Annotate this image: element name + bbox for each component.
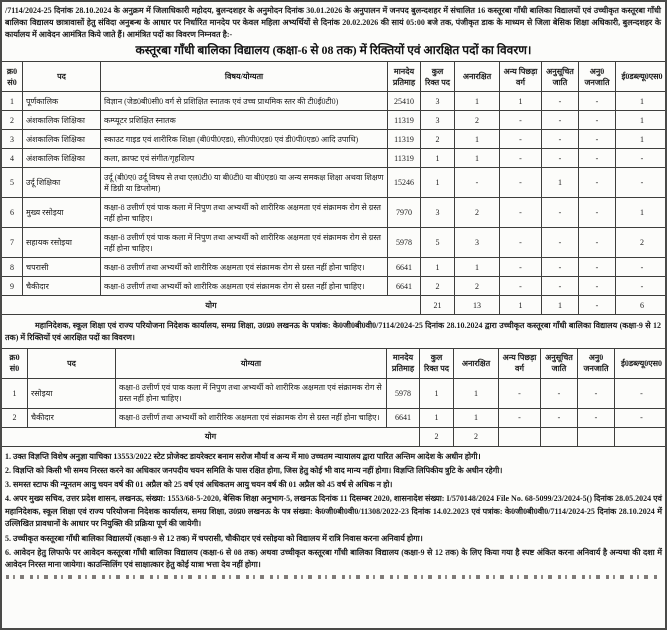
column-header: कुल रिक्त पद bbox=[420, 348, 454, 378]
table-cell: कक्षा-8 उत्तीर्ण तथा अभ्यर्थी को शारीरिक अक्षमता एवं संक्रामक रोग से ग्रस्त नहीं होना चाहिए। bbox=[101, 277, 388, 296]
table-cell: - bbox=[542, 277, 579, 296]
table-cell: 1 bbox=[454, 378, 499, 408]
column-header: अनुसूचित जाति bbox=[542, 62, 579, 92]
table-cell: - bbox=[542, 228, 579, 258]
table-cell: 2 bbox=[455, 198, 500, 228]
table-cell: 2 bbox=[421, 277, 455, 296]
table-cell: 1 bbox=[2, 92, 23, 111]
table-cell: 2 bbox=[2, 408, 28, 427]
table-cell: 6641 bbox=[388, 258, 421, 277]
table-cell: 11319 bbox=[388, 149, 421, 168]
table-cell: 8 bbox=[2, 258, 23, 277]
table-cell: - bbox=[579, 168, 616, 198]
column-header: कुल रिक्त पद bbox=[421, 62, 455, 92]
table-cell: - bbox=[616, 258, 667, 277]
table-cell: - bbox=[500, 277, 542, 296]
table-cell: सहायक रसोइया bbox=[23, 228, 101, 258]
table-cell: - bbox=[500, 168, 542, 198]
table-cell: कक्षा-8 उत्तीर्ण एवं पाक कला में निपुण तथा अभ्यर्थी को शारीरिक अक्षमता एवं संक्रामक रोग से ग्रस्त नहीं होना चाहिए। bbox=[116, 378, 387, 408]
table-cell: - bbox=[500, 258, 542, 277]
column-header: अनु0 जनजाति bbox=[579, 62, 616, 92]
column-header: क्र0 सं0 bbox=[2, 348, 28, 378]
table-cell: - bbox=[616, 277, 667, 296]
table-cell: 25410 bbox=[388, 92, 421, 111]
vacancy-table bbox=[1, 348, 667, 447]
table-cell: 3 bbox=[421, 92, 455, 111]
total-cell bbox=[578, 427, 615, 446]
table-cell: स्काउट गाइड एवं शारीरिक शिक्षा (बी0पी0एड0, सी0पी0एड0 एवं डी0पी0एड0 आदि उपाधि) bbox=[101, 130, 388, 149]
table-cell: - bbox=[542, 92, 579, 111]
table-cell: 4 bbox=[2, 149, 23, 168]
header-row bbox=[2, 348, 667, 378]
table-cell: 2 bbox=[421, 130, 455, 149]
header-row bbox=[2, 62, 667, 92]
table-cell: - bbox=[499, 378, 541, 408]
note-line: 4. अपर मुख्य सचिव, उत्तर प्रदेश शासन, लखनऊ, संख्या: 1553/68-5-2020, बेसिक शिक्षा अनुभाग-5, लखनऊ दिनांक 11 दिसम्बर 2020, शासनादेश संख्या: I/570148/2024 File No. 68-5099/23/2024-5() दिनांक 28.05.2024 एवं महानिदेशक, स्कूल शिक्षा एवं राज्य परियोजना निदेशक कार्यालय, समग्र शिक्षा, उ0प्र0 लखनऊ के पत्र संख्या: के0जी0बी0वी0/11308/2022-23 दिनांक 14.02.2023 एवं पत्रांक: के0जी0बी0वी0/7114/2024-25 दिनांक 28.10.2024 में उल्लिखित प्रावधानों के आधार पर नियुक्ति की प्रक्रिया पूर्ण की जायेगी। bbox=[5, 494, 662, 529]
table-cell: 2 bbox=[455, 111, 500, 130]
table-cell: - bbox=[579, 111, 616, 130]
column-header: ई0डब्ल्यू0एस0 bbox=[615, 348, 667, 378]
table-cell: 1 bbox=[455, 258, 500, 277]
table-cell: - bbox=[455, 168, 500, 198]
table-cell: 1 bbox=[542, 168, 579, 198]
table-cell: - bbox=[542, 130, 579, 149]
table-cell: - bbox=[616, 168, 667, 198]
table-cell: - bbox=[542, 149, 579, 168]
table-cell: चपरासी bbox=[23, 258, 101, 277]
table-cell: 6641 bbox=[387, 408, 420, 427]
note-line: 3. समस्त स्टाफ की न्यूनतम आयु चयन वर्ष की 01 अप्रैल को 25 वर्ष एवं अधिकतम आयु चयन वर्ष की 01 अप्रैल को 45 वर्ष से अधिक न हो। bbox=[5, 480, 393, 490]
total-row bbox=[2, 296, 667, 315]
column-header: अनु0 जनजाति bbox=[578, 348, 615, 378]
table-cell: - bbox=[615, 378, 667, 408]
table-cell: 5978 bbox=[387, 378, 420, 408]
table-row bbox=[2, 408, 667, 427]
table-row bbox=[2, 92, 667, 111]
table-cell: - bbox=[542, 111, 579, 130]
table-cell: चैकीदार bbox=[28, 408, 116, 427]
table-cell: - bbox=[542, 198, 579, 228]
note-line: 6. आवेदन हेतु लिफाफे पर आवेदन कस्तूरबा गाँधी बालिका विद्यालय (कक्षा-6 से 08 तक) अथवा उच्चीकृत कस्तूरबा गाँधी बालिका विद्यालय (कक्षा-9 से 12 तक) के लिए किया गया है स्पष्ट अंकित करना अनिवार्य है अन्यथा की दशा में आवेदन निरस्त माना जायेगा। काउन्सिलिंग एवं साक्षात्कार हेतु कोई यात्रा भत्ता देय नहीं होगा। bbox=[5, 547, 662, 570]
table-cell: - bbox=[542, 258, 579, 277]
table-cell: 5 bbox=[2, 168, 23, 198]
table-cell: उर्दू शिक्षिका bbox=[23, 168, 101, 198]
table-cell: अंशकालिक शिक्षिका bbox=[23, 130, 101, 149]
total-cell: 21 bbox=[421, 296, 455, 315]
table-cell: 3 bbox=[421, 198, 455, 228]
table-cell: 1 bbox=[616, 111, 667, 130]
table-cell: - bbox=[578, 408, 615, 427]
table-row bbox=[2, 277, 667, 296]
column-header: अन्य पिछड़ा वर्ग bbox=[500, 62, 542, 92]
table-cell: - bbox=[500, 149, 542, 168]
table-cell: - bbox=[579, 228, 616, 258]
table-cell: कला, क्राफ्ट एवं संगीत/गृहशिल्प bbox=[101, 149, 388, 168]
column-header: ई0डब्ल्यू0एस0 bbox=[616, 62, 667, 92]
column-header: मानदेय प्रतिमाह bbox=[387, 348, 420, 378]
column-header: पद bbox=[23, 62, 101, 92]
table-cell: 7 bbox=[2, 228, 23, 258]
total-cell: 1 bbox=[500, 296, 542, 315]
column-header: मानदेय प्रतिमाह bbox=[388, 62, 421, 92]
total-cell bbox=[541, 427, 578, 446]
table-cell: 6 bbox=[2, 198, 23, 228]
table-cell: - bbox=[500, 130, 542, 149]
table-cell: मुख्य रसोइया bbox=[23, 198, 101, 228]
table-cell: 1 bbox=[2, 378, 28, 408]
table-cell: - bbox=[541, 408, 578, 427]
table-cell: 1 bbox=[421, 149, 455, 168]
table-cell: 1 bbox=[455, 130, 500, 149]
table-cell: 2 bbox=[2, 111, 23, 130]
total-cell: - bbox=[579, 296, 616, 315]
table-cell: विज्ञान (जेड0बी0सी0 वर्ग से प्रशिक्षित स्नातक एवं उच्च प्राथमिक स्तर की टी0ई0टी0) bbox=[101, 92, 388, 111]
intro-paragraph: /7114/2024-25 दिनांक 28.10.2024 के अनुक्रम में जिलाधिकारी महोदय, बुलन्दशहर के अनुमोदन दिनांक 30.01.2026 के अनुपालन में जनपद बुलन्दशहर में संचालित 16 कस्तूरबा गाँधी बालिका विद्यालयों एवं उच्चीकृत कस्तूरबा गाँधी बालिका विद्यालय छात्रावासों हेतु संविदा अनुबन्ध के आधार पर निर्धारित मानदेय पर केवल महिला अभ्यर्थियों से दिनांक 20.02.2026 की सायं 05:00 बजे तक, पंजीकृत डाक के माध्यम से जिला बेसिक शिक्षा अधिकारी, बुलन्दशहर के कार्यालय में आवेदन आमंत्रित किये जाते हैं। आमंत्रित पदों का विवरण निम्नवत है:- bbox=[5, 6, 661, 39]
table-cell: 1 bbox=[454, 408, 499, 427]
table-row bbox=[2, 111, 667, 130]
table-cell: 1 bbox=[455, 92, 500, 111]
table-cell: - bbox=[500, 198, 542, 228]
table-cell: पूर्णकालिक bbox=[23, 92, 101, 111]
table-cell: - bbox=[500, 111, 542, 130]
table-cell: - bbox=[579, 130, 616, 149]
total-cell bbox=[499, 427, 541, 446]
table-cell: 1 bbox=[421, 258, 455, 277]
table-cell: कक्षा-8 उत्तीर्ण एवं पाक कला में निपुण तथा अभ्यर्थी को शारीरिक अक्षमता एवं संक्रामक रोग से ग्रस्त नहीं होना चाहिए। bbox=[101, 198, 388, 228]
table-cell: 5978 bbox=[388, 228, 421, 258]
table-cell: - bbox=[615, 408, 667, 427]
table-row bbox=[2, 198, 667, 228]
table-cell: - bbox=[500, 228, 542, 258]
table-cell: - bbox=[616, 149, 667, 168]
table-cell: - bbox=[579, 92, 616, 111]
table-cell: कक्षा-8 उत्तीर्ण तथा अभ्यर्थी को शारीरिक अक्षमता एवं संक्रामक रोग से ग्रस्त नहीं होना चाहिए। bbox=[101, 258, 388, 277]
table-cell: अंशकालिक शिक्षिका bbox=[23, 111, 101, 130]
table-cell: कक्षा-8 उत्तीर्ण एवं पाक कला में निपुण तथा अभ्यर्थी को शारीरिक अक्षमता एवं संक्रामक रोग से ग्रस्त नहीं होना चाहिए। bbox=[101, 228, 388, 258]
table-cell: - bbox=[579, 149, 616, 168]
table-cell: 15246 bbox=[388, 168, 421, 198]
total-label: योग bbox=[2, 427, 420, 446]
table-row bbox=[2, 130, 667, 149]
table-cell: - bbox=[579, 258, 616, 277]
note-line: 2. विज्ञप्ति को किसी भी समय निरस्त करने का अधिकार जनपदीय चयन समिति के पास रक्षित होगा, जिस हेतु कोई भी वाद मान्य नहीं होगा। विज्ञप्ति लिपिकीय त्रुटि के अधीन रहेगी। bbox=[5, 466, 503, 476]
column-header: अन्य पिछड़ा वर्ग bbox=[499, 348, 541, 378]
cutoff-text-line bbox=[6, 575, 661, 579]
table-cell: 9 bbox=[2, 277, 23, 296]
column-header: अनारक्षित bbox=[454, 348, 499, 378]
table-cell: 3 bbox=[455, 228, 500, 258]
note-line: 1. उक्त विज्ञप्ति विशेष अनुज्ञा याचिका 13553/2022 स्टेट प्रोजेक्ट डायरेक्टर बनाम सरोज मौर्या व अन्य में मा0 उच्चतम न्यायालय द्वारा पारित अन्तिम आदेश के अधीन होगी। bbox=[5, 451, 481, 461]
table-row bbox=[2, 228, 667, 258]
table-cell: 1 bbox=[616, 92, 667, 111]
table-cell: 1 bbox=[616, 198, 667, 228]
table1-title: कस्तूरबा गाँधी बालिका विद्यालय (कक्षा-6 से 08 तक) में रिक्तियों एवं आरक्षित पदों का विवरण। bbox=[135, 43, 532, 58]
total-cell bbox=[615, 427, 667, 446]
table-cell: 3 bbox=[421, 111, 455, 130]
table-cell: 1 bbox=[420, 378, 454, 408]
note-line: 5. उच्चीकृत कस्तूरबा गाँधी बालिका विद्यालयों (कक्षा-9 से 12 तक) में चपरासी, चौकीदार एवं रसोइया को विद्यालय में रात्रि निवास करना अनिवार्य होगा। bbox=[5, 533, 423, 543]
table-cell: 1 bbox=[500, 92, 542, 111]
column-header: अनारक्षित bbox=[455, 62, 500, 92]
table-cell: 1 bbox=[455, 149, 500, 168]
table-cell: - bbox=[578, 378, 615, 408]
table-cell: 7970 bbox=[388, 198, 421, 228]
total-cell: 6 bbox=[616, 296, 667, 315]
table-cell: 5 bbox=[421, 228, 455, 258]
table-cell: 11319 bbox=[388, 111, 421, 130]
table-cell: 2 bbox=[455, 277, 500, 296]
table-row bbox=[2, 258, 667, 277]
total-cell: 2 bbox=[420, 427, 454, 446]
table-cell: - bbox=[579, 198, 616, 228]
table-cell: 3 bbox=[2, 130, 23, 149]
table-cell: - bbox=[499, 408, 541, 427]
column-header: क्र0 सं0 bbox=[2, 62, 23, 92]
total-cell: 1 bbox=[542, 296, 579, 315]
column-header: अनुसूचित जाति bbox=[541, 348, 578, 378]
table-cell: कम्प्यूटर प्रशिक्षित स्नातक bbox=[101, 111, 388, 130]
total-row bbox=[2, 427, 667, 446]
table-row bbox=[2, 378, 667, 408]
table-cell: 1 bbox=[420, 408, 454, 427]
table-cell: रसोइया bbox=[28, 378, 116, 408]
table2-intro-paragraph: महानिदेशक, स्कूल शिक्षा एवं राज्य परियोजना निदेशक कार्यालय, समग्र शिक्षा, उ0प्र0 लखनऊ के पत्रांक: के0जी0बी0वी0/7114/2024-25 दिनांक 28.10.2024 द्वारा उच्चीकृत कस्तूरबा गाँधी बालिका विद्यालय (कक्षा-9 से 12 तक) में रिक्तियों एवं आरक्षित पदों का विवरण। bbox=[5, 321, 661, 343]
table-cell: अंशकालिक शिक्षिका bbox=[23, 149, 101, 168]
table-cell: 1 bbox=[421, 168, 455, 198]
vacancy-table-class-9-12 bbox=[2, 348, 665, 447]
table-cell: 11319 bbox=[388, 130, 421, 149]
table-cell: चैकीदार bbox=[23, 277, 101, 296]
column-header: विषय/योग्यता bbox=[101, 62, 388, 92]
table-cell: 6641 bbox=[388, 277, 421, 296]
table-cell: - bbox=[579, 277, 616, 296]
notes-list bbox=[2, 447, 665, 572]
table-cell: उर्दू (बी0ए0 उर्दू विषय से तथा एल0टी0 या बी0टी0 या बी0एड0 या अन्य समकक्ष शिक्षा अथवा शिक्षण में डिग्री या डिप्लोमा) bbox=[101, 168, 388, 198]
table-cell: - bbox=[541, 378, 578, 408]
table-row bbox=[2, 168, 667, 198]
table-cell: 1 bbox=[616, 130, 667, 149]
column-header: योग्यता bbox=[116, 348, 387, 378]
column-header: पद bbox=[28, 348, 116, 378]
table-cell: कक्षा-8 उत्तीर्ण तथा अभ्यर्थी को शारीरिक अक्षमता एवं संक्रामक रोग से ग्रस्त नहीं होना चाहिए। bbox=[116, 408, 387, 427]
table-cell: 2 bbox=[616, 228, 667, 258]
total-cell: 13 bbox=[455, 296, 500, 315]
total-label: योग bbox=[2, 296, 421, 315]
total-cell: 2 bbox=[454, 427, 499, 446]
vacancy-table bbox=[1, 61, 667, 315]
vacancy-table-class-6-8 bbox=[2, 61, 665, 315]
table-row bbox=[2, 149, 667, 168]
